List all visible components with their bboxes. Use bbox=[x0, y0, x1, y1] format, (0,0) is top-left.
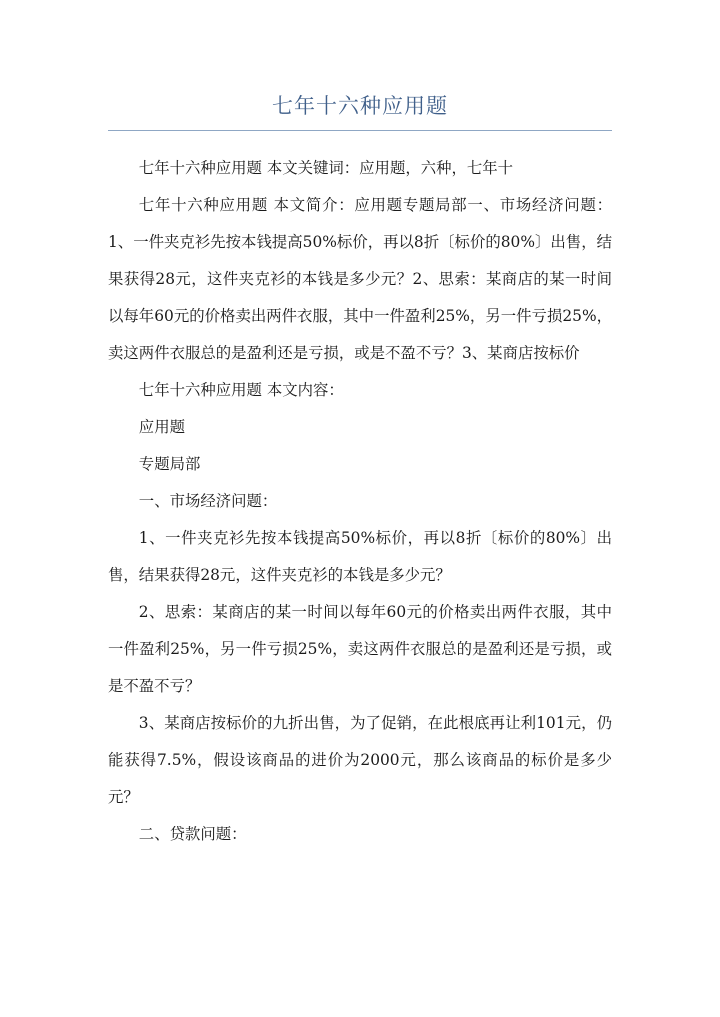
problem-2: 2、思索：某商店的某一时间以每年60元的价格卖出两件衣服，其中一件盈利25%，另一件亏损25%，卖这两件衣服总的是盈利还是亏损，或是不盈不亏？ bbox=[108, 603, 612, 695]
paragraph-content-heading: 七年十六种应用题 本文内容： bbox=[138, 381, 344, 399]
paragraph-keywords: 七年十六种应用题 本文关键词：应用题，六种，七年十 bbox=[138, 159, 514, 177]
heading-market-economy: 一、市场经济问题： bbox=[138, 492, 278, 510]
document-title: 七年十六种应用题 bbox=[272, 94, 448, 118]
heading-loan-problems: 二、贷款问题： bbox=[138, 825, 247, 843]
document-body bbox=[108, 150, 612, 853]
paragraph-part-label: 专题局部 bbox=[138, 455, 201, 473]
problem-3: 3、某商店按标价的九折出售，为了促销，在此根底再让利101元，仍能获得7.5%，假设该商品的进价为2000元，那么该商品的标价是多少元？ bbox=[108, 714, 612, 806]
paragraph-summary: 七年十六种应用题 本文简介：应用题专题局部一、市场经济问题：1、一件夹克衫先按本钱提高50%标价，再以8折〔标价的80%〕出售，结果获得28元，这件夹克衫的本钱是多少元？2、思索：某商店的某一时间以每年60元的价格卖出两件衣服，其中一件盈利25%，另一件亏损25%，卖这两件衣服总的是盈利还是亏损，或是不盈不亏？3、某商店按标价 bbox=[108, 196, 612, 362]
paragraph-section-label: 应用题 bbox=[138, 418, 185, 436]
problem-1: 1、一件夹克衫先按本钱提高50%标价，再以8折〔标价的80%〕出售，结果获得28元，这件夹克衫的本钱是多少元？ bbox=[108, 529, 612, 584]
title-underline bbox=[108, 130, 612, 131]
